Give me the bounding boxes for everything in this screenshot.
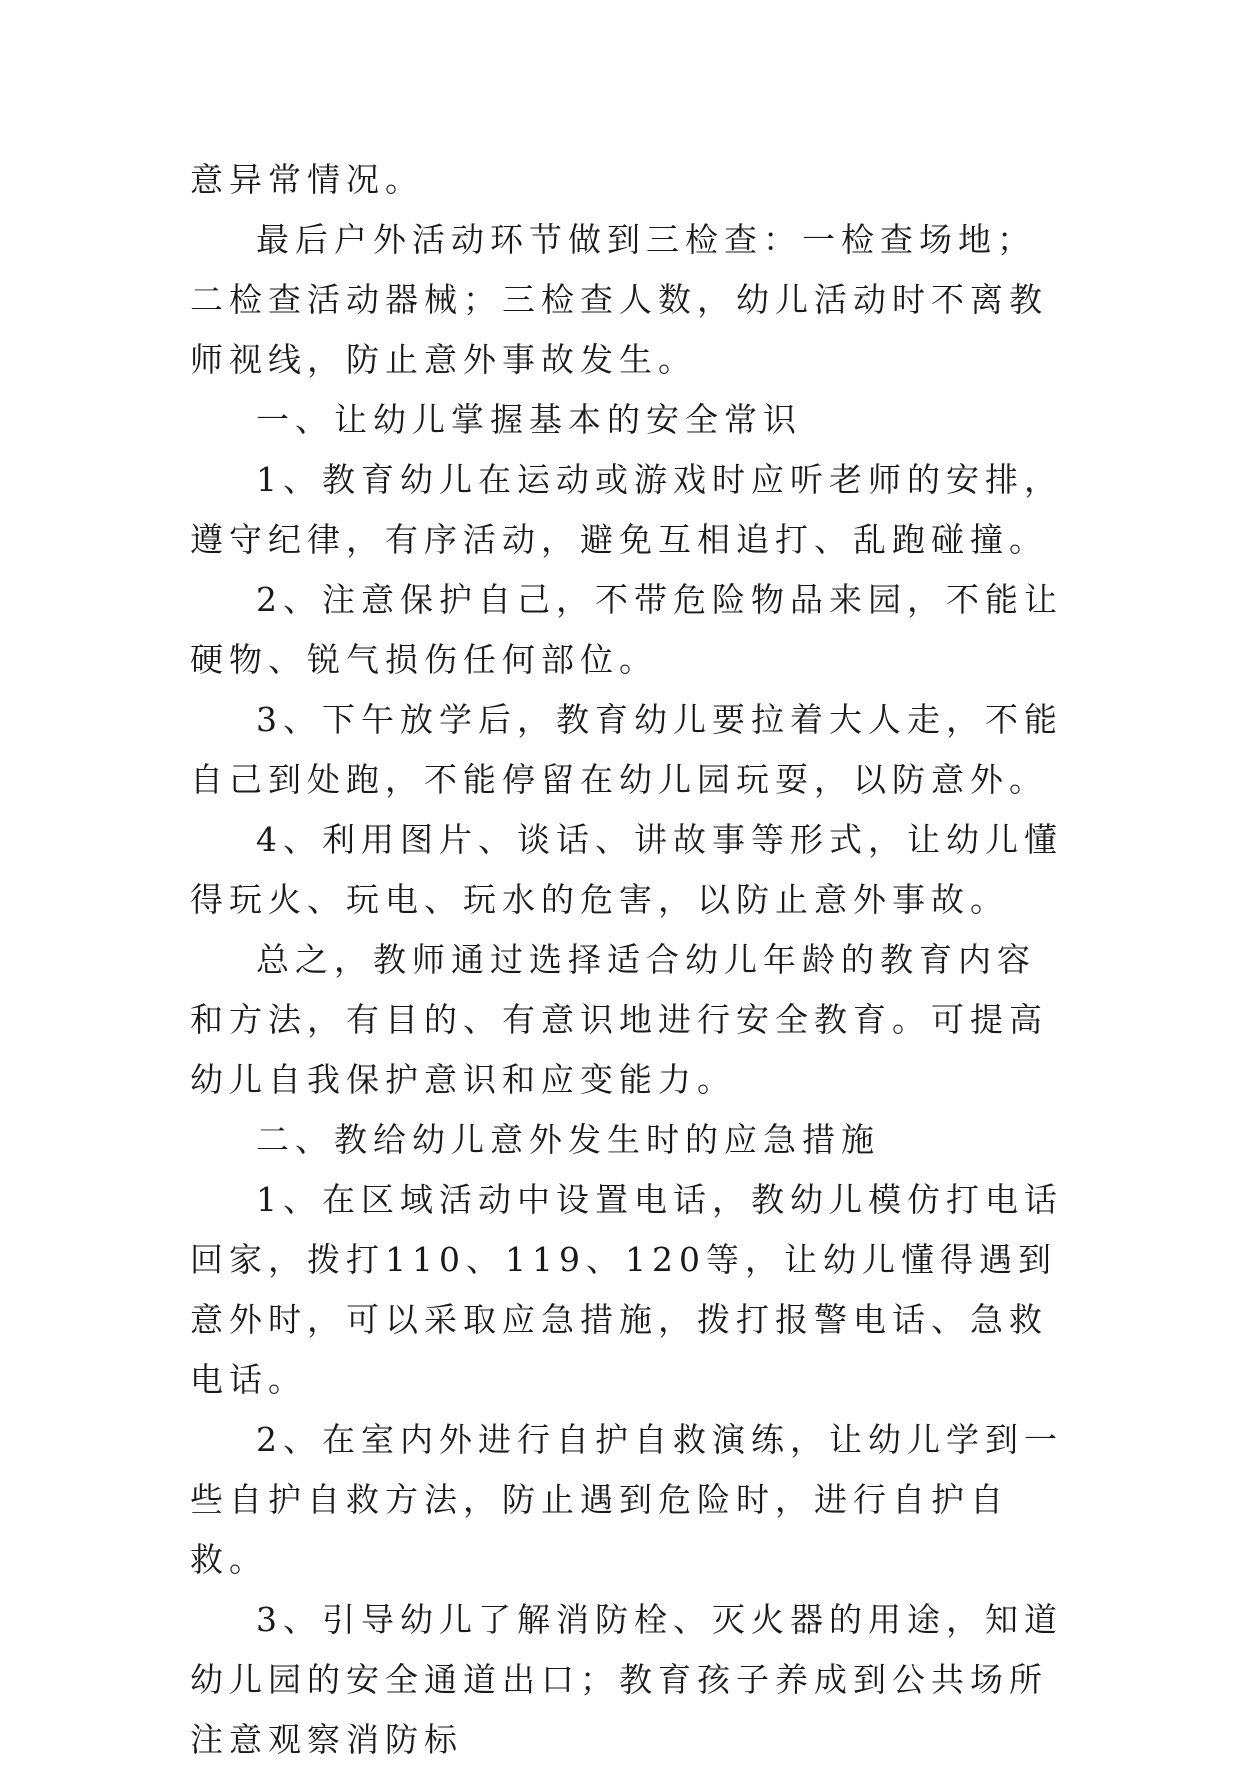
- section-heading-1: 一、让幼儿掌握基本的安全常识: [256, 400, 802, 439]
- paragraph-summary: 总之，教师通过选择适合幼儿年龄的教育内容和方法，有目的、有意识地进行安全教育。可提高幼儿自我保护意识和应变能力。: [190, 940, 1048, 1099]
- list-item-2-1: 1、在区域活动中设置电话，教幼儿模仿打电话回家，拨打110、119、120等，让幼儿懂得遇到意外时，可以采取应急措施，拨打报警电话、急救电话。: [190, 1180, 1063, 1399]
- list-item-2-3: 3、引导幼儿了解消防栓、灭火器的用途，知道幼儿园的安全通道出口；教育孩子养成到公共场所注意观察消防标: [190, 1600, 1063, 1759]
- document-body: [190, 150, 1070, 1770]
- paragraph-outdoor-checks: 最后户外活动环节做到三检查：一检查场地；二检查活动器械；三检查人数，幼儿活动时不离教师视线，防止意外事故发生。: [190, 220, 1048, 379]
- list-item-1-1: 1、教育幼儿在运动或游戏时应听老师的安排，遵守纪律，有序活动，避免互相追打、乱跑碰撞。: [190, 460, 1063, 559]
- list-item-1-3: 3、下午放学后，教育幼儿要拉着大人走，不能自己到处跑，不能停留在幼儿园玩耍，以防意外。: [190, 700, 1063, 799]
- paragraph-continuation: 意异常情况。: [190, 160, 424, 199]
- list-item-1-4: 4、利用图片、谈话、讲故事等形式，让幼儿懂得玩火、玩电、玩水的危害，以防止意外事故。: [190, 820, 1063, 919]
- list-item-2-2: 2、在室内外进行自护自救演练，让幼儿学到一些自护自救方法，防止遇到危险时，进行自护自救。: [190, 1420, 1063, 1579]
- list-item-1-2: 2、注意保护自己，不带危险物品来园，不能让硬物、锐气损伤任何部位。: [190, 580, 1063, 679]
- section-heading-2: 二、教给幼儿意外发生时的应急措施: [256, 1120, 880, 1159]
